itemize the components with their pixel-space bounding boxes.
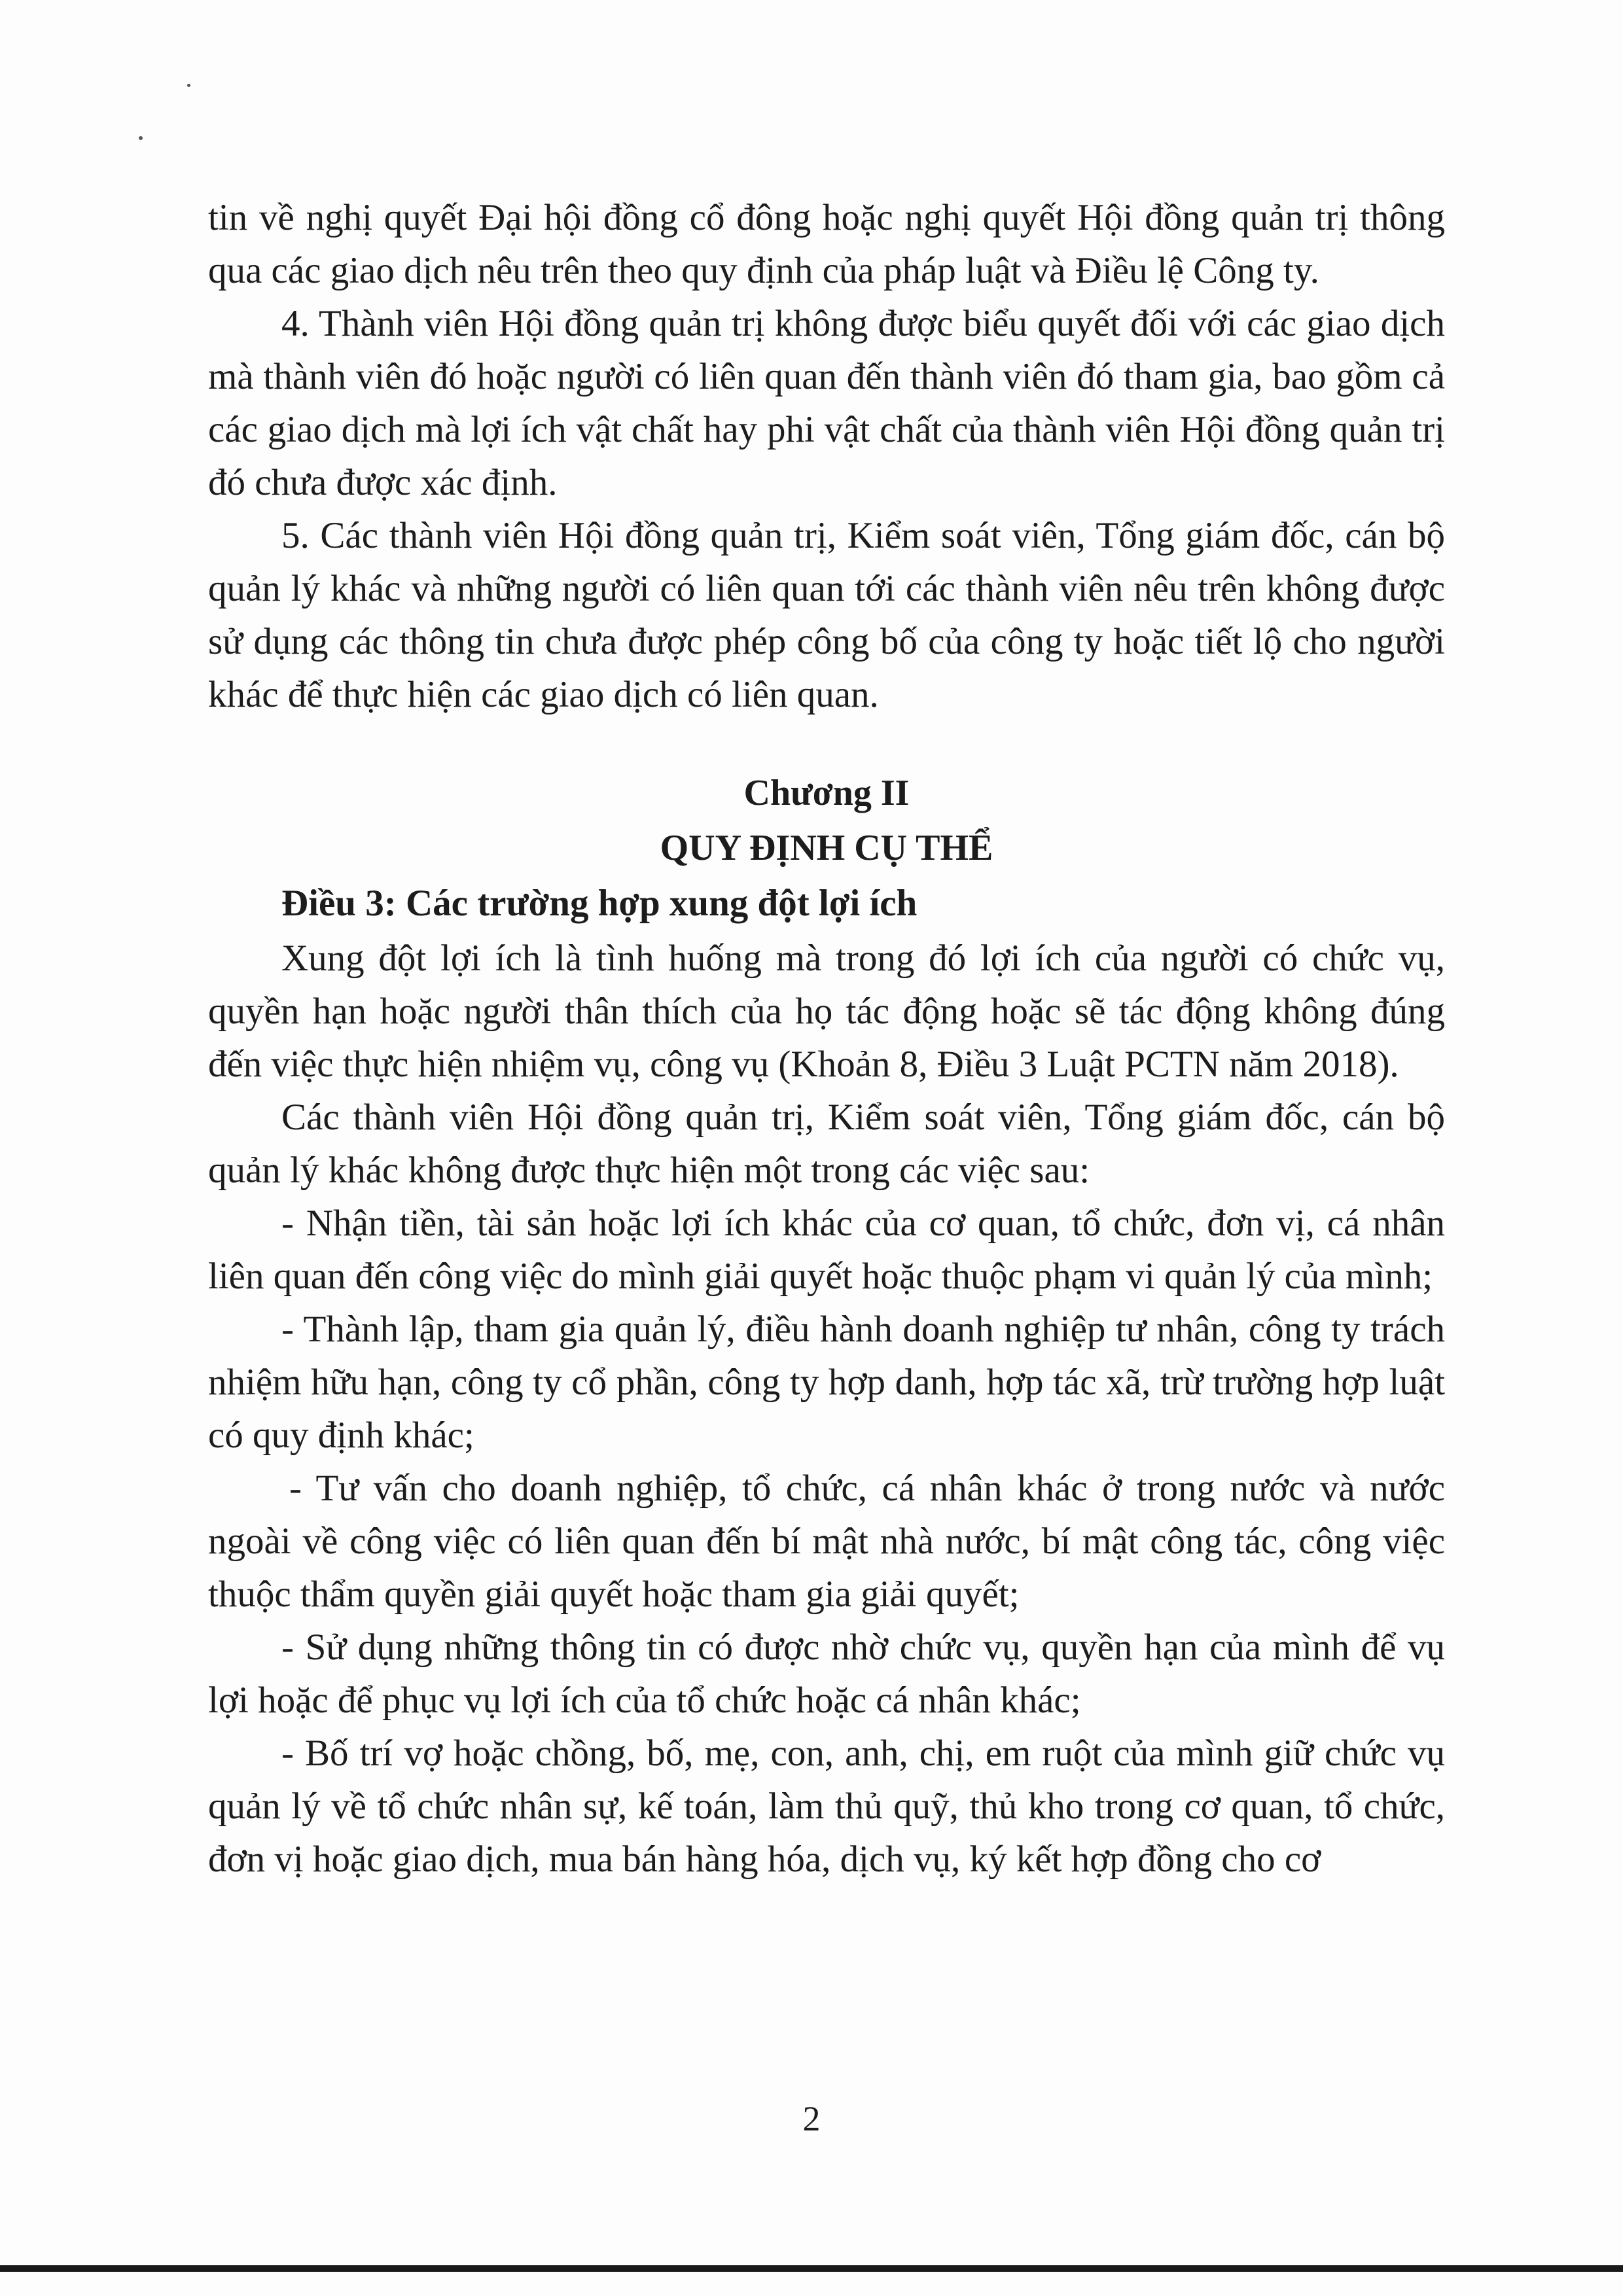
scan-bottom-edge xyxy=(0,2265,1623,2272)
list-item: - Sử dụng những thông tin có được nhờ chức vụ, quyền hạn của mình để vụ lợi hoặc để phục vụ lợi ích của tổ chức hoặc cá nhân khác; xyxy=(208,1627,1445,1721)
paragraph-intro-list: Các thành viên Hội đồng quản trị, Kiểm soát viên, Tổng giám đốc, cán bộ quản lý khác không được thực hiện một trong các việc sau: xyxy=(208,1097,1445,1191)
list-item: - Thành lập, tham gia quản lý, điều hành doanh nghiệp tư nhân, công ty trách nhiệm hữu hạn, công ty cổ phần, công ty hợp danh, hợp tác xã, trừ trường hợp luật có quy định khác; xyxy=(208,1309,1445,1456)
list-item: - Nhận tiền, tài sản hoặc lợi ích khác của cơ quan, tổ chức, đơn vị, cá nhân liên quan đến công việc do mình giải quyết hoặc thuộc phạm vi quản lý của mình; xyxy=(208,1203,1445,1297)
list-item: - Bố trí vợ hoặc chồng, bố, mẹ, con, anh, chị, em ruột của mình giữ chức vụ quản lý về tổ chức nhân sự, kế toán, làm thủ quỹ, thủ kho trong cơ quan, tổ chức, đơn vị hoặc giao dịch, mua bán hàng hóa, dịch vụ, ký kết hợp đồng cho cơ xyxy=(208,1733,1445,1880)
chapter-label: Chương II xyxy=(743,773,910,813)
list-item: - Tư vấn cho doanh nghiệp, tổ chức, cá nhân khác ở trong nước và nước ngoài về công việc có liên quan đến bí mật nhà nước, bí mật công tác, công việc thuộc thẩm quyền giải quyết hoặc tham gia giải quyết; xyxy=(208,1468,1445,1615)
paragraph-continuation: tin về nghị quyết Đại hội đồng cổ đông hoặc nghị quyết Hội đồng quản trị thông qua các giao dịch nêu trên theo quy định của pháp luật và Điều lệ Công ty. xyxy=(208,197,1445,291)
paragraph-definition: Xung đột lợi ích là tình huống mà trong đó lợi ích của người có chức vụ, quyền hạn hoặc người thân thích của họ tác động hoặc sẽ tác động không đúng đến việc thực hiện nhiệm vụ, công vụ (Khoản 8, Điều 3 Luật PCTN năm 2018). xyxy=(208,938,1445,1085)
body-text xyxy=(208,191,1445,1886)
paragraph-clause-4: 4. Thành viên Hội đồng quản trị không được biểu quyết đối với các giao dịch mà thành viên đó hoặc người có liên quan đến thành viên đó tham gia, bao gồm cả các giao dịch mà lợi ích vật chất hay phi vật chất của thành viên Hội đồng quản trị đó chưa được xác định. xyxy=(208,303,1445,503)
chapter-title: QUY ĐỊNH CỤ THỂ xyxy=(660,828,993,868)
paragraph-clause-5: 5. Các thành viên Hội đồng quản trị, Kiểm soát viên, Tổng giám đốc, cán bộ quản lý khác và những người có liên quan tới các thành viên nêu trên không được sử dụng các thông tin chưa được phép công bố của công ty hoặc tiết lộ cho người khác để thực hiện các giao dịch có liên quan. xyxy=(208,515,1445,715)
article-heading: Điều 3: Các trường hợp xung đột lợi ích xyxy=(281,883,918,924)
spacer xyxy=(208,721,1445,766)
page-number: 2 xyxy=(802,2099,821,2138)
scan-speck xyxy=(187,84,190,87)
scan-speck xyxy=(139,136,143,140)
